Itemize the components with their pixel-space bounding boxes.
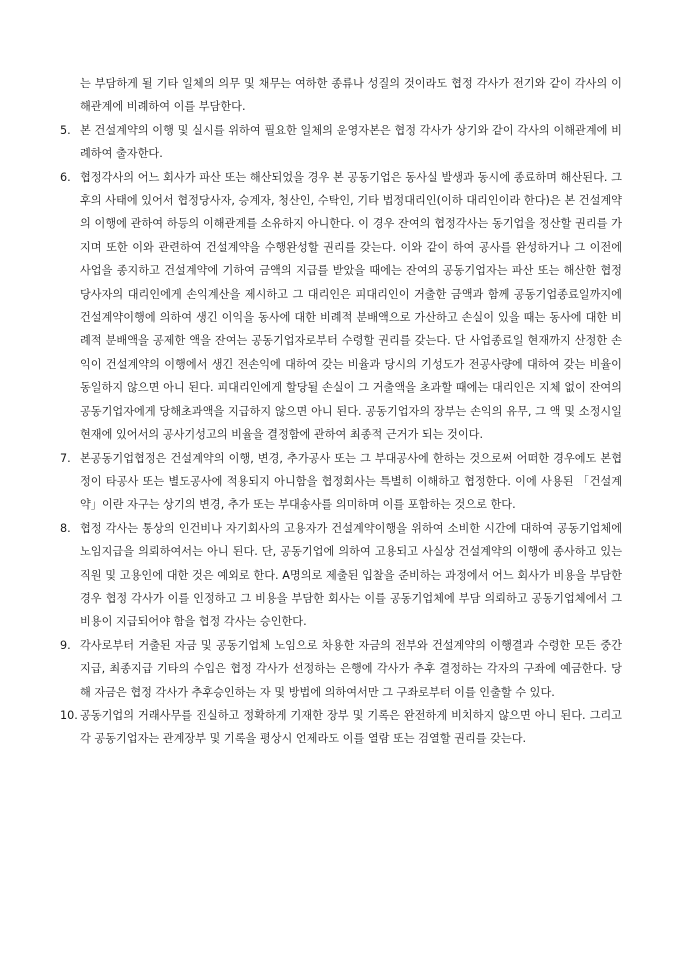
paragraph-number: 5. xyxy=(60,123,71,137)
paragraph-text: 각사로부터 거출된 자금 및 공동기업체 노임으로 차용한 자금의 전부와 건설계약의 이행결과 수령한 모든 중간지급, 최종지급 기타의 수입은 협정 각사가 선정하는 은행에 각사가 추후 결정하는 각자의 구좌에 예금한다. 당해 자금은 협정 각사가 추후승인하는 자 및 방법에 의하여서만 그 구좌로부터 이를 인출할 수 있다. xyxy=(80,638,622,699)
paragraph-number: 6. xyxy=(60,170,71,184)
paragraph-7 xyxy=(60,447,622,517)
paragraph-number: 9. xyxy=(60,638,71,652)
paragraph-text: 공동기업의 거래사무를 진실하고 정확하게 기재한 장부 및 기록은 완전하게 비치하지 않으면 아니 된다. 그리고 각 공동기업자는 관계장부 및 기록을 평상시 언제라도 이를 열람 또는 검열할 권리를 갖는다. xyxy=(80,708,622,746)
paragraph-8 xyxy=(60,517,622,634)
paragraph-text: 는 부담하게 될 기타 일체의 의무 및 채무는 여하한 종류나 성질의 것이라도 협정 각사가 전기와 같이 각사의 이해관계에 비례하여 이를 부담한다. xyxy=(80,77,622,114)
paragraph-number: 8. xyxy=(60,521,71,535)
paragraph-number: 7. xyxy=(60,451,71,465)
paragraph-5 xyxy=(60,119,622,166)
paragraph-text: 본공동기업협정은 건설계약의 이행, 변경, 추가공사 또는 그 부대공사에 한하는 것으로써 어떠한 경우에도 본협정이 타공사 또는 별도공사에 적용되지 아니함을 협정회사는 특별히 이해하고 협정한다. 이에 사용된 「건설계약」이란 자구는 상기의 변경, 추가 또는 부대송사를 의미하며 이를 포함하는 것으로 한다. xyxy=(80,451,622,512)
paragraph-number: 10. xyxy=(60,708,78,722)
paragraph-6 xyxy=(60,166,622,447)
paragraph-continued xyxy=(60,72,622,119)
paragraph-9 xyxy=(60,634,622,704)
paragraph-text: 협정각사의 어느 회사가 파산 또는 해산되었을 경우 본 공동기업은 동사실 발생과 동시에 종료하며 해산된다. 그 후의 사태에 있어서 협정당사자, 승계자, 청산인, 수탁인, 기타 법정대리인(이하 대리인이라 한다)은 본 건설계약의 이행에 관하여 하등의 이해관계를 소유하지 아니한다. 이 경우 잔여의 협정각사는 동기업을 정산할 권리를 가지며 또한 이와 관련하여 건설계약을 수행완성할 권리를 갖는다. 이와 같이 하여 공사를 완성하거나 그 이전에 사업을 종지하고 건설계약에 기하여 금액의 지급를 받았을 때에는 잔여의 공동기업자는 파산 또는 해산한 협정당사자의 대리인에게 손익계산을 제시하고 그 대리인은 피대리인이 거출한 금액과 함께 공동기업종료일까지에 건설계약이행에 의하여 생긴 이익을 동사에 대한 비례적 분배액으로 가산하고 손실이 있을 때는 동사에 대한 비례적 분배액을 공제한 액을 잔여는 공동기업자로부터 수령할 권리를 갖는다. 단 사업종료일 현재까지 산정한 손익이 건설계약의 이행에서 생긴 전손익에 대하여 갖는 비율과 당시의 기성도가 전공사량에 대하여 갖는 비율이 동일하지 않으면 아니 된다. 피대리인에게 할당될 손실이 그 거출액을 초과할 때에는 대리인은 지체 없이 잔여의 공동기업자에게 당해초과액을 지급하지 않으면 아니 된다. 공동기업자의 장부는 손익의 유무, 그 액 및 소정시일 현재에 있어서의 공사기성고의 비율을 결정함에 관하여 최종적 근거가 되는 것이다. xyxy=(80,170,622,442)
paragraph-text: 협정 각사는 통상의 인건비나 자기회사의 고용자가 건설계약이행을 위하여 소비한 시간에 대하여 공동기업체에 노임지급을 의뢰하여서는 아니 된다. 단, 공동기업에 의하여 고용되고 사실상 건설계약의 이행에 종사하고 있는 직원 및 고용인에 대한 것은 예외로 한다. A명의로 제출된 입찰을 준비하는 과정에서 어느 회사가 비용을 부담한 경우 협정 각사가 이를 인정하고 그 비용을 부담한 회사는 이를 공동기업체에 부담 의뢰하고 공동기업체에서 그 비용이 지급되어야 함을 협정 각사는 승인한다. xyxy=(80,521,622,629)
document-body xyxy=(60,72,622,751)
paragraph-text: 본 건설계약의 이행 및 실시를 위하여 필요한 일체의 운영자본은 협정 각사가 상기와 같이 각사의 이해관계에 비례하여 출자한다. xyxy=(80,123,622,161)
paragraph-10 xyxy=(60,704,622,751)
